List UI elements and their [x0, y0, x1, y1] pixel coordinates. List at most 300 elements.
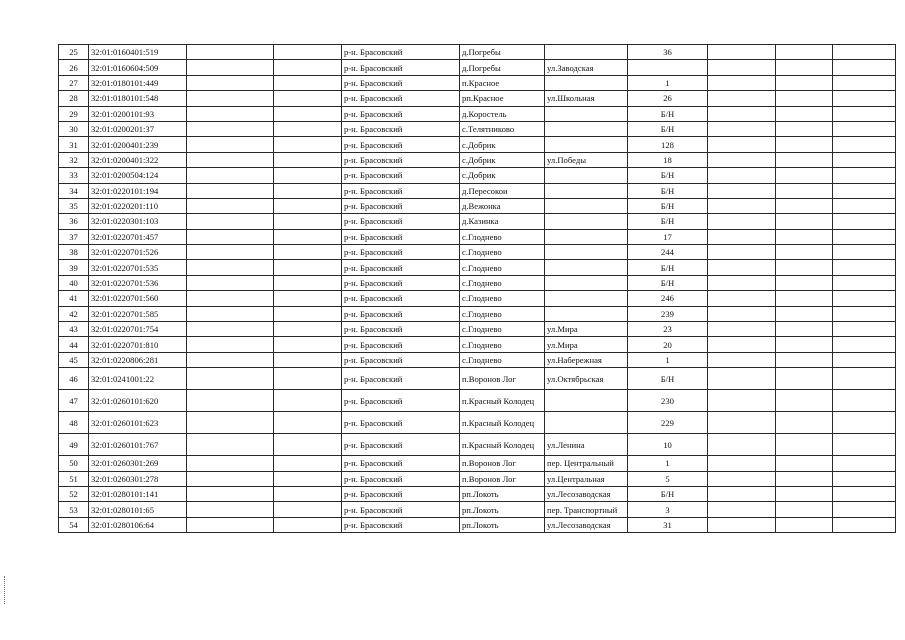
table-row: [59, 198, 896, 213]
empty-cell: [776, 486, 833, 501]
cadastral-number-cell: 32:01:0200401:322: [89, 152, 187, 167]
house-number-cell: Б/Н: [628, 121, 708, 136]
row-number-cell: 44: [59, 337, 89, 352]
cadastral-number-cell: 32:01:0180101:449: [89, 75, 187, 90]
empty-cell: [274, 275, 342, 290]
table-row: [59, 75, 896, 90]
street-cell: [545, 137, 628, 152]
empty-cell: [187, 434, 274, 456]
table-row: [59, 152, 896, 167]
settlement-cell: с.Добрик: [460, 168, 545, 183]
table-row: [59, 322, 896, 337]
house-number-cell: Б/Н: [628, 106, 708, 121]
empty-cell: [187, 75, 274, 90]
empty-cell: [833, 306, 896, 321]
empty-cell: [274, 291, 342, 306]
empty-cell: [187, 390, 274, 412]
empty-cell: [776, 412, 833, 434]
empty-cell: [833, 121, 896, 136]
empty-cell: [708, 390, 776, 412]
row-number-cell: 42: [59, 306, 89, 321]
empty-cell: [776, 322, 833, 337]
empty-cell: [187, 352, 274, 367]
district-cell: р-н. Брасовский: [342, 137, 460, 152]
empty-cell: [187, 45, 274, 60]
settlement-cell: рп.Красное: [460, 91, 545, 106]
empty-cell: [187, 121, 274, 136]
empty-cell: [833, 352, 896, 367]
row-number-cell: 54: [59, 517, 89, 532]
row-number-cell: 26: [59, 60, 89, 75]
cadastral-number-cell: 32:01:0200201:37: [89, 121, 187, 136]
empty-cell: [833, 517, 896, 532]
house-number-cell: 1: [628, 456, 708, 471]
empty-cell: [187, 60, 274, 75]
empty-cell: [708, 471, 776, 486]
cadastral-number-cell: 32:01:0220701:810: [89, 337, 187, 352]
house-number-cell: 10: [628, 434, 708, 456]
cadastral-number-cell: 32:01:0280101:141: [89, 486, 187, 501]
row-number-cell: 29: [59, 106, 89, 121]
empty-cell: [776, 229, 833, 244]
district-cell: р-н. Брасовский: [342, 517, 460, 532]
row-number-cell: 52: [59, 486, 89, 501]
settlement-cell: рп.Локоть: [460, 502, 545, 517]
street-cell: [545, 168, 628, 183]
house-number-cell: 128: [628, 137, 708, 152]
empty-cell: [833, 214, 896, 229]
house-number-cell: 17: [628, 229, 708, 244]
row-number-cell: 51: [59, 471, 89, 486]
empty-cell: [187, 198, 274, 213]
house-number-cell: 230: [628, 390, 708, 412]
district-cell: р-н. Брасовский: [342, 260, 460, 275]
street-cell: пер. Центральный: [545, 456, 628, 471]
settlement-cell: с.Добрик: [460, 152, 545, 167]
settlement-cell: п.Красный Колодец: [460, 412, 545, 434]
cadastral-number-cell: 32:01:0200504:124: [89, 168, 187, 183]
house-number-cell: 20: [628, 337, 708, 352]
district-cell: р-н. Брасовский: [342, 152, 460, 167]
empty-cell: [187, 245, 274, 260]
district-cell: р-н. Брасовский: [342, 214, 460, 229]
empty-cell: [274, 306, 342, 321]
empty-cell: [274, 75, 342, 90]
empty-cell: [274, 434, 342, 456]
street-cell: [545, 291, 628, 306]
street-cell: [545, 390, 628, 412]
row-number-cell: 50: [59, 456, 89, 471]
table-row: [59, 245, 896, 260]
settlement-cell: д.Коростель: [460, 106, 545, 121]
street-cell: [545, 198, 628, 213]
cadastral-number-cell: 32:01:0220701:560: [89, 291, 187, 306]
empty-cell: [776, 245, 833, 260]
empty-cell: [187, 137, 274, 152]
street-cell: [545, 106, 628, 121]
empty-cell: [274, 45, 342, 60]
row-number-cell: 33: [59, 168, 89, 183]
cadastral-number-cell: 32:01:0220301:103: [89, 214, 187, 229]
settlement-cell: с.Глоднево: [460, 352, 545, 367]
table-row: [59, 91, 896, 106]
empty-cell: [776, 106, 833, 121]
empty-cell: [274, 337, 342, 352]
settlement-cell: д.Погребы: [460, 45, 545, 60]
empty-cell: [187, 260, 274, 275]
empty-cell: [776, 121, 833, 136]
scan-edge-mark: [4, 576, 8, 604]
empty-cell: [187, 214, 274, 229]
street-cell: [545, 183, 628, 198]
empty-cell: [274, 137, 342, 152]
cadastral-number-cell: 32:01:0260101:623: [89, 412, 187, 434]
row-number-cell: 27: [59, 75, 89, 90]
district-cell: р-н. Брасовский: [342, 291, 460, 306]
empty-cell: [274, 91, 342, 106]
cadastral-number-cell: 32:01:0220701:754: [89, 322, 187, 337]
house-number-cell: [628, 60, 708, 75]
settlement-cell: с.Глоднево: [460, 275, 545, 290]
street-cell: [545, 214, 628, 229]
empty-cell: [776, 275, 833, 290]
empty-cell: [187, 471, 274, 486]
empty-cell: [776, 45, 833, 60]
district-cell: р-н. Брасовский: [342, 275, 460, 290]
settlement-cell: п.Воронов Лог: [460, 456, 545, 471]
row-number-cell: 31: [59, 137, 89, 152]
empty-cell: [708, 456, 776, 471]
settlement-cell: д.Вежонка: [460, 198, 545, 213]
cadastral-number-cell: 32:01:0260101:767: [89, 434, 187, 456]
table-row: [59, 352, 896, 367]
empty-cell: [776, 337, 833, 352]
cadastral-number-cell: 32:01:0200101:93: [89, 106, 187, 121]
row-number-cell: 36: [59, 214, 89, 229]
row-number-cell: 39: [59, 260, 89, 275]
empty-cell: [708, 229, 776, 244]
district-cell: р-н. Брасовский: [342, 75, 460, 90]
empty-cell: [274, 198, 342, 213]
settlement-cell: п.Воронов Лог: [460, 368, 545, 390]
empty-cell: [708, 137, 776, 152]
empty-cell: [776, 352, 833, 367]
cadastral-number-cell: 32:01:0260301:278: [89, 471, 187, 486]
settlement-cell: с.Телятниково: [460, 121, 545, 136]
empty-cell: [708, 291, 776, 306]
empty-cell: [274, 106, 342, 121]
table-row: [59, 456, 896, 471]
empty-cell: [187, 368, 274, 390]
cadastral-number-cell: 32:01:0220701:457: [89, 229, 187, 244]
table-row: [59, 390, 896, 412]
cadastral-number-cell: 32:01:0280106:64: [89, 517, 187, 532]
table-row: [59, 291, 896, 306]
settlement-cell: с.Глоднево: [460, 260, 545, 275]
settlement-cell: с.Глоднево: [460, 306, 545, 321]
house-number-cell: Б/Н: [628, 168, 708, 183]
district-cell: р-н. Брасовский: [342, 368, 460, 390]
cadastral-number-cell: 32:01:0160401:519: [89, 45, 187, 60]
settlement-cell: с.Глоднево: [460, 245, 545, 260]
cadastral-number-cell: 32:01:0260301:269: [89, 456, 187, 471]
empty-cell: [274, 229, 342, 244]
settlement-cell: д.Пересокои: [460, 183, 545, 198]
empty-cell: [187, 106, 274, 121]
empty-cell: [187, 183, 274, 198]
street-cell: пер. Транспортный: [545, 502, 628, 517]
street-cell: [545, 412, 628, 434]
empty-cell: [776, 198, 833, 213]
district-cell: р-н. Брасовский: [342, 91, 460, 106]
row-number-cell: 41: [59, 291, 89, 306]
empty-cell: [833, 152, 896, 167]
row-number-cell: 46: [59, 368, 89, 390]
house-number-cell: 1: [628, 352, 708, 367]
district-cell: р-н. Брасовский: [342, 245, 460, 260]
empty-cell: [833, 456, 896, 471]
row-number-cell: 49: [59, 434, 89, 456]
table-row: [59, 168, 896, 183]
street-cell: [545, 306, 628, 321]
house-number-cell: 229: [628, 412, 708, 434]
district-cell: р-н. Брасовский: [342, 198, 460, 213]
empty-cell: [833, 322, 896, 337]
table-row: [59, 260, 896, 275]
empty-cell: [833, 291, 896, 306]
cadastral-number-cell: 32:01:0220201:110: [89, 198, 187, 213]
empty-cell: [274, 368, 342, 390]
empty-cell: [187, 91, 274, 106]
empty-cell: [187, 412, 274, 434]
empty-cell: [187, 152, 274, 167]
settlement-cell: п.Красный Колодец: [460, 390, 545, 412]
empty-cell: [187, 306, 274, 321]
empty-cell: [776, 368, 833, 390]
empty-cell: [776, 60, 833, 75]
empty-cell: [833, 486, 896, 501]
table-row: [59, 183, 896, 198]
row-number-cell: 48: [59, 412, 89, 434]
street-cell: ул.Набережная: [545, 352, 628, 367]
house-number-cell: 5: [628, 471, 708, 486]
empty-cell: [274, 152, 342, 167]
district-cell: р-н. Брасовский: [342, 121, 460, 136]
empty-cell: [274, 352, 342, 367]
district-cell: р-н. Брасовский: [342, 229, 460, 244]
empty-cell: [833, 471, 896, 486]
street-cell: ул.Лесозаводская: [545, 517, 628, 532]
empty-cell: [274, 60, 342, 75]
empty-cell: [708, 91, 776, 106]
street-cell: [545, 75, 628, 90]
empty-cell: [776, 456, 833, 471]
cadastral-number-cell: 32:01:0220701:536: [89, 275, 187, 290]
table-row: [59, 517, 896, 532]
settlement-cell: с.Глоднево: [460, 337, 545, 352]
empty-cell: [187, 517, 274, 532]
empty-cell: [274, 517, 342, 532]
district-cell: р-н. Брасовский: [342, 60, 460, 75]
empty-cell: [708, 168, 776, 183]
empty-cell: [776, 517, 833, 532]
house-number-cell: 244: [628, 245, 708, 260]
empty-cell: [833, 337, 896, 352]
table-row: [59, 106, 896, 121]
district-cell: р-н. Брасовский: [342, 434, 460, 456]
row-number-cell: 38: [59, 245, 89, 260]
house-number-cell: Б/Н: [628, 214, 708, 229]
house-number-cell: 239: [628, 306, 708, 321]
row-number-cell: 34: [59, 183, 89, 198]
district-cell: р-н. Брасовский: [342, 456, 460, 471]
empty-cell: [274, 502, 342, 517]
empty-cell: [776, 75, 833, 90]
street-cell: [545, 121, 628, 136]
empty-cell: [187, 168, 274, 183]
row-number-cell: 25: [59, 45, 89, 60]
empty-cell: [708, 121, 776, 136]
cadastral-number-cell: 32:01:0220701:585: [89, 306, 187, 321]
settlement-cell: с.Глоднево: [460, 229, 545, 244]
empty-cell: [187, 322, 274, 337]
empty-cell: [833, 183, 896, 198]
empty-cell: [776, 502, 833, 517]
empty-cell: [833, 260, 896, 275]
table-row: [59, 45, 896, 60]
table-row: [59, 275, 896, 290]
empty-cell: [776, 471, 833, 486]
house-number-cell: 246: [628, 291, 708, 306]
settlement-cell: с.Глоднево: [460, 291, 545, 306]
settlement-cell: с.Добрик: [460, 137, 545, 152]
row-number-cell: 43: [59, 322, 89, 337]
empty-cell: [833, 245, 896, 260]
cadastral-number-cell: 32:01:0220701:526: [89, 245, 187, 260]
empty-cell: [708, 75, 776, 90]
empty-cell: [274, 183, 342, 198]
empty-cell: [187, 456, 274, 471]
district-cell: р-н. Брасовский: [342, 412, 460, 434]
settlement-cell: п.Красный Колодец: [460, 434, 545, 456]
empty-cell: [708, 517, 776, 532]
empty-cell: [833, 106, 896, 121]
district-cell: р-н. Брасовский: [342, 306, 460, 321]
district-cell: р-н. Брасовский: [342, 168, 460, 183]
district-cell: р-н. Брасовский: [342, 322, 460, 337]
empty-cell: [776, 152, 833, 167]
empty-cell: [833, 412, 896, 434]
empty-cell: [833, 229, 896, 244]
empty-cell: [187, 502, 274, 517]
empty-cell: [776, 183, 833, 198]
empty-cell: [833, 45, 896, 60]
empty-cell: [776, 306, 833, 321]
cadastral-number-cell: 32:01:0160604:509: [89, 60, 187, 75]
street-cell: ул.Лесозаводская: [545, 486, 628, 501]
empty-cell: [274, 486, 342, 501]
empty-cell: [274, 390, 342, 412]
district-cell: р-н. Брасовский: [342, 183, 460, 198]
settlement-cell: п.Красное: [460, 75, 545, 90]
empty-cell: [274, 456, 342, 471]
empty-cell: [708, 198, 776, 213]
row-number-cell: 30: [59, 121, 89, 136]
house-number-cell: Б/Н: [628, 275, 708, 290]
table-row: [59, 434, 896, 456]
table-row: [59, 229, 896, 244]
district-cell: р-н. Брасовский: [342, 471, 460, 486]
house-number-cell: 31: [628, 517, 708, 532]
empty-cell: [274, 168, 342, 183]
district-cell: р-н. Брасовский: [342, 106, 460, 121]
empty-cell: [833, 368, 896, 390]
district-cell: р-н. Брасовский: [342, 45, 460, 60]
empty-cell: [776, 390, 833, 412]
empty-cell: [187, 275, 274, 290]
empty-cell: [833, 91, 896, 106]
house-number-cell: 23: [628, 322, 708, 337]
empty-cell: [708, 214, 776, 229]
settlement-cell: д.Казинка: [460, 214, 545, 229]
empty-cell: [708, 337, 776, 352]
empty-cell: [776, 291, 833, 306]
street-cell: ул.Мира: [545, 322, 628, 337]
table-row: [59, 502, 896, 517]
empty-cell: [776, 434, 833, 456]
empty-cell: [708, 106, 776, 121]
empty-cell: [708, 152, 776, 167]
empty-cell: [708, 245, 776, 260]
empty-cell: [833, 390, 896, 412]
table-row: [59, 60, 896, 75]
street-cell: [545, 229, 628, 244]
street-cell: ул.Победы: [545, 152, 628, 167]
property-table: [58, 44, 896, 533]
street-cell: ул.Центральная: [545, 471, 628, 486]
street-cell: ул.Школьная: [545, 91, 628, 106]
settlement-cell: рп.Локоть: [460, 517, 545, 532]
cadastral-number-cell: 32:01:0220806:281: [89, 352, 187, 367]
cadastral-number-cell: 32:01:0220701:535: [89, 260, 187, 275]
district-cell: р-н. Брасовский: [342, 390, 460, 412]
table-row: [59, 471, 896, 486]
table-row: [59, 486, 896, 501]
cadastral-number-cell: 32:01:0260101:620: [89, 390, 187, 412]
empty-cell: [833, 60, 896, 75]
empty-cell: [708, 322, 776, 337]
empty-cell: [708, 183, 776, 198]
empty-cell: [776, 137, 833, 152]
empty-cell: [708, 368, 776, 390]
table-row: [59, 121, 896, 136]
empty-cell: [708, 260, 776, 275]
row-number-cell: 28: [59, 91, 89, 106]
settlement-cell: д.Погребы: [460, 60, 545, 75]
cadastral-number-cell: 32:01:0220101:194: [89, 183, 187, 198]
house-number-cell: Б/Н: [628, 183, 708, 198]
empty-cell: [187, 337, 274, 352]
empty-cell: [833, 275, 896, 290]
house-number-cell: Б/Н: [628, 198, 708, 213]
street-cell: [545, 45, 628, 60]
empty-cell: [708, 502, 776, 517]
table-row: [59, 137, 896, 152]
empty-cell: [833, 198, 896, 213]
house-number-cell: 36: [628, 45, 708, 60]
street-cell: [545, 245, 628, 260]
settlement-cell: п.Воронов Лог: [460, 471, 545, 486]
